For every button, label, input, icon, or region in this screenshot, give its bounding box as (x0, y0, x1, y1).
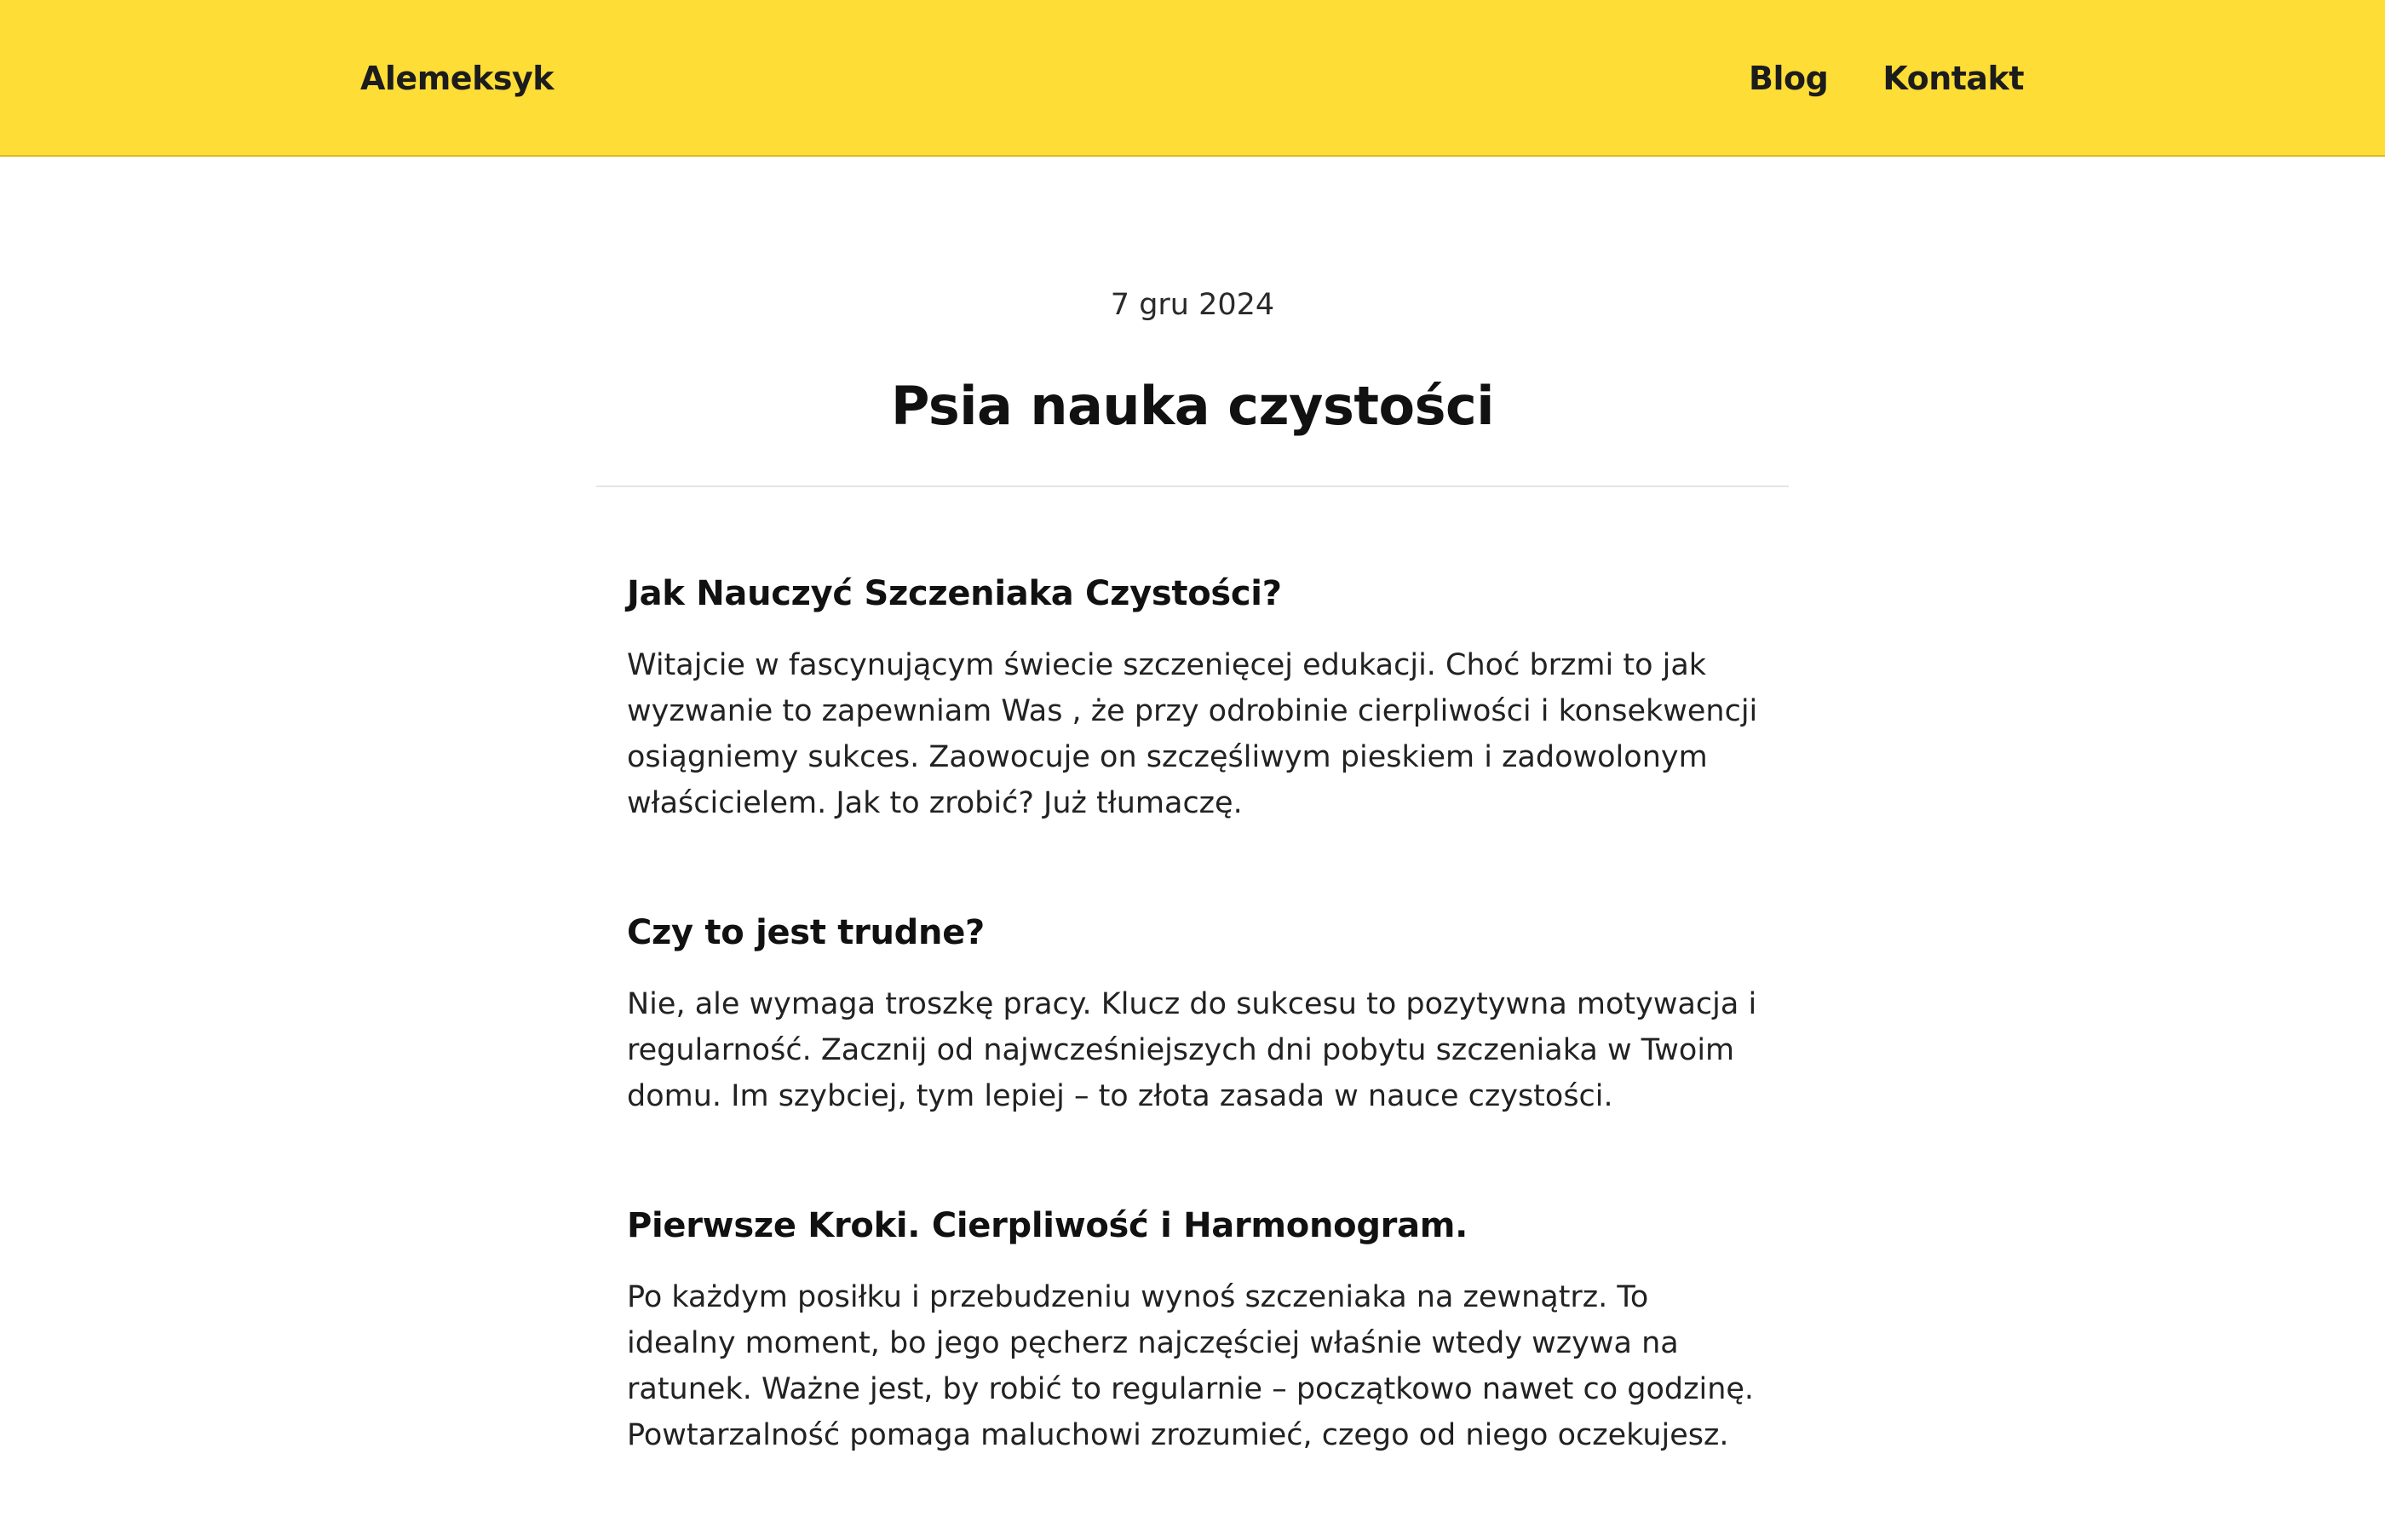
nav-link-kontakt[interactable]: Kontakt (1882, 60, 2024, 97)
main-nav (1749, 56, 2024, 101)
section-paragraph: Nie, ale wymaga troszkę pracy. Klucz do sukcesu to pozytywna motywacja i regularność. Zacznij od najwcześniejszych dni pobytu szczeniaka w Twoim domu. Im szybciej, tym lepiej – to złota zasada w nauce czystości. (627, 987, 1757, 1113)
section-heading: Czy to jest trudne? (627, 913, 985, 952)
site-header (0, 0, 2385, 157)
section-heading: Jak Nauczyć Szczeniaka Czystości? (627, 574, 1282, 613)
title-divider (596, 486, 1789, 487)
post-date: 7 gru 2024 (1110, 288, 1275, 322)
section-paragraph: Witajcie w fascynującym świecie szczenięcej edukacji. Choć brzmi to jak wyzwanie to zapewniam Was , że przy odrobinie cierpliwości i konsekwencji osiągniemy sukces. Zaowocuje on szczęśliwym pieskiem i zadowolonym właścicielem. Jak to zrobić? Już tłumaczę. (627, 648, 1758, 820)
post-content (627, 569, 1760, 1540)
section-paragraph: Po każdym posiłku i przebudzeniu wynoś szczeniaka na zewnątrz. To idealny moment, bo jego pęcherz najczęściej właśnie wtedy wzywa na ratunek. Ważne jest, by robić to regularnie – początkowo nawet co godzinę. Powtarzalność pomaga maluchowi zrozumieć, czego od niego oczekujesz. (627, 1280, 1755, 1452)
nav-link-blog[interactable]: Blog (1749, 60, 1829, 97)
site-logo-link[interactable]: Alemeksyk (360, 60, 555, 97)
section-heading: Pierwsze Kroki. Cierpliwość i Harmonogram. (627, 1206, 1468, 1245)
post-title: Psia nauka czystości (891, 375, 1494, 437)
